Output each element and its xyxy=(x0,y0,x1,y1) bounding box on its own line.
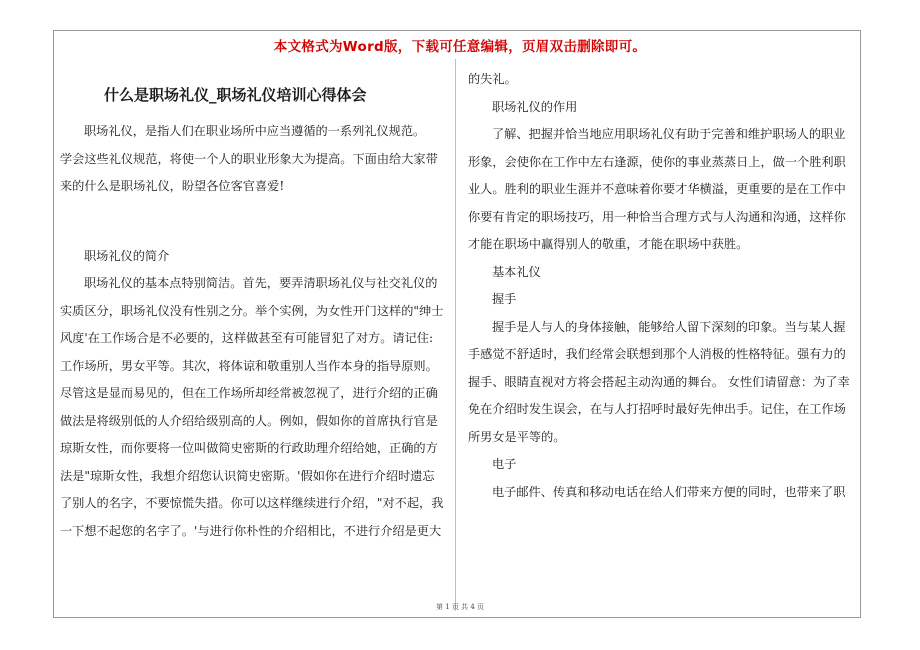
intro-paragraph xyxy=(60,118,452,201)
right-column xyxy=(468,66,860,506)
text-line: 所男女是平等的。 xyxy=(468,429,566,444)
text-line: 握手、眼睛直视对方将会搭起主动沟通的舞台。 女性们请留意：为了幸 xyxy=(468,374,850,389)
text-line: 才能在职场中赢得别人的敬重，才能在职场中获胜。 xyxy=(468,237,749,251)
text-line: 了解、把握并恰当地应用职场礼仪有助于完善和维护职场人的职业 xyxy=(492,127,846,141)
text-line: 电子邮件、传真和移动电话在给人们带来方便的同时，也带来了职 xyxy=(492,484,846,499)
text-line: 业人。胜利的职业生涯并不意味着你要才华横溢，更重要的是在工作中 xyxy=(468,182,846,196)
text-line: 职场礼仪，是指人们在职业场所中应当遵循的一系列礼仪规范。 xyxy=(84,124,426,138)
section-heading-intro: 职场礼仪的简介 xyxy=(84,248,170,263)
role-paragraph xyxy=(468,121,860,259)
text-line: 做法是将级别低的人介绍给级别高的人。例如，假如你的首席执行官是 xyxy=(60,413,438,428)
section-heading-role: 职场礼仪的作用 xyxy=(492,99,578,114)
text-line: 你要有肯定的职场技巧，用一种恰当合理方式与人沟通和沟通，这样你 xyxy=(468,209,846,224)
section-heading-electronic: 电子 xyxy=(492,457,517,471)
page-footer: 第 1 页 共 4 页 xyxy=(435,603,485,611)
text-line: 握手是人与人的身体接触，能够给人留下深刻的印象。当与某人握 xyxy=(492,319,846,334)
text-line: 了别人的名字，不要惊慌失措。你可以这样继续进行介绍，"对不起，我 xyxy=(60,496,444,510)
section-heading-basic: 基本礼仪 xyxy=(492,264,541,279)
intro-body-paragraph xyxy=(60,270,452,545)
electronic-paragraph xyxy=(468,479,860,507)
section-heading-handshake: 握手 xyxy=(492,292,517,306)
text-line: 实质区分，职场礼仪没有性别之分。举个实例，为女性开门这样的"绅士 xyxy=(60,303,444,318)
text-line: 来的什么是职场礼仪，盼望各位客官喜爱! xyxy=(60,179,285,193)
text-line: 学会这些礼仪规范，将使一个人的职业形象大为提高。下面由给大家带 xyxy=(60,151,438,166)
handshake-paragraph xyxy=(468,314,860,452)
continuation-line: 的失礼。 xyxy=(468,72,517,86)
text-line: 形象，会使你在工作中左右逢源，使你的事业蒸蒸日上，做一个胜利职 xyxy=(468,154,846,169)
text-line: 风度'在工作场合是不必要的，这样做甚至有可能冒犯了对方。请记住: xyxy=(60,331,434,345)
text-line: 职场礼仪的基本点特别简洁。首先，要弄清职场礼仪与社交礼仪的 xyxy=(84,276,438,290)
text-line: 一下想不起您的名字了。'与进行你朴性的介绍相比，不进行介绍是更大 xyxy=(60,523,442,538)
text-line: 琼斯女性，而你要将一位叫做简史密斯的行政助理介绍给她，正确的方 xyxy=(60,441,438,455)
text-line: 手感觉不舒适时，我们经常会联想到那个人消极的性格特征。强有力的 xyxy=(468,347,846,361)
text-line: 免在介绍时发生误会，在与人打招呼时最好先伸出手。记住，在工作场 xyxy=(468,402,846,416)
edit-notice-banner: 本文格式为Word版，下载可任意编辑，页眉双击删除即可。 xyxy=(273,39,647,55)
text-line: 工作场所，男女平等。其次，将体谅和敬重别人当作本身的指导原则。 xyxy=(60,358,438,373)
document-title: 什么是职场礼仪_职场礼仪培训心得体会 xyxy=(104,86,367,104)
left-column xyxy=(60,82,452,545)
text-line: 法是"琼斯女性，我想介绍您认识简史密斯。'假如你在进行介绍时遗忘 xyxy=(60,468,435,483)
text-line: 尽管这是显而易见的，但在工作场所却经常被忽视了，进行介绍的正确 xyxy=(60,386,438,400)
column-divider xyxy=(455,59,456,611)
